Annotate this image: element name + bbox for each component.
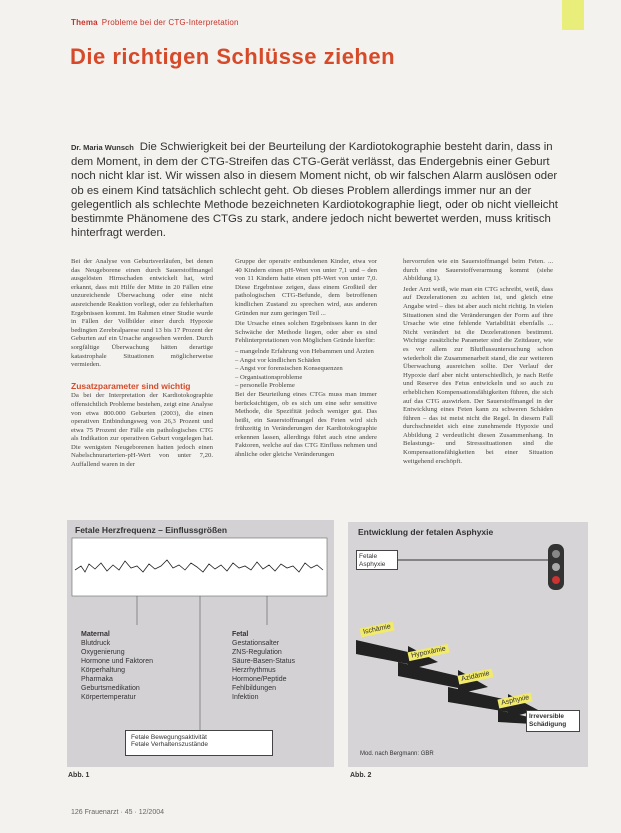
- text-column-1: [71, 258, 213, 472]
- figure-1-title: Fetale Herzfrequenz – Einflussgrößen: [75, 525, 228, 535]
- list-item: – mangelnde Erfahrung von Hebammen und Ärzten: [235, 348, 377, 357]
- box-line: Fetale Bewegungsaktivität: [131, 734, 207, 741]
- paragraph: hervorrufen wie ein Sauerstoffmangel beim Feten. ... durch eine Sauerstoffverarmung kommt (siehe Abbildung 1).: [403, 258, 553, 283]
- list-item: Fehlbildungen: [232, 685, 276, 692]
- topic-label: Thema: [71, 18, 98, 27]
- paragraph: Die Ursache eines solchen Ergebnisses kann in der Schwäche der Methode liegen, oder aber es sind Fehlinterpretationen von Möglichen Gründe hierfür:: [235, 320, 377, 345]
- reasons-list: [235, 348, 377, 391]
- list-item: Oxygenierung: [81, 649, 125, 656]
- color-tab: [562, 0, 584, 30]
- stage-label: Asphyxie: [497, 693, 533, 709]
- list-item: – Organisationsprobleme: [235, 374, 377, 383]
- stage-label: Hypoxämie: [408, 644, 450, 661]
- list-item: Körperhaltung: [81, 667, 125, 674]
- paragraph: Jeder Arzt weiß, wie man ein CTG schreibt, weiß, dass auf Dezelerationen zu achten ist, und gleich eine Angabe wird – dies ist aber auch nicht richtig. In vielen Situationen sind die Veränderungen der Form auf ihre Ursache wie eine fehlende Variabilität ebenfalls ... Nicht verändert ist die Dezelerationen bestimmt. Wichtige zusätzliche Parameter sind die Zeitdauer, wie es vor allem zur Blutflussuntersuchung schon wiederholt die Zusammenarbeit stand, die zur weiteren Überwachung ausreichen sollte. Der Verlauf der Hypoxie darf aber nicht unterschiedlich, je nach Reife und Reserve des Fetus entwickeln und so auch zu erheblichen Kompensationsfähigkeiten führen, die sich auf das CTG auswirken. Der Sauerstoffmangel in der Entwicklung eines Feten kann zu schweren Schäden führen – das ist meist nicht die Regel. In diesem Fall durchschneidet sich eine zunehmende Hypoxie und Abbildung 2 verdeutlicht diesen Zusammenhang. In Belastungs- und Stresssituationen sind die Kompensationsfähigkeiten bei einer Situation weitgehend erschöpft.: [403, 285, 553, 465]
- figure-1-caption: Abb. 1: [68, 772, 90, 779]
- figure-2: [348, 522, 588, 767]
- author-name: Dr. Maria Wunsch: [71, 143, 134, 152]
- list-item: Herzrhythmus: [232, 667, 276, 674]
- paragraph: Bei der Beurteilung eines CTGs muss man immer berücksichtigen, ob es sich um eine sehr sensitive Methode, die Spezifität jedoch weniger gut. Das heißt, ein Sauerstoffmangel des Feten wird sich frühzeitig in Veränderungen der Kardiotokographie erkennen lassen, allerdings führt auch eine andere Faktoren, welche auf das CTG Einfluss nehmen und ähnliche oder gleiche Veränderungen: [235, 390, 377, 459]
- figure-2-credit: Mod. nach Bergmann: GBR: [360, 751, 434, 757]
- section-heading: Zusatzparameter sind wichtig: [71, 380, 191, 391]
- fetal-heading: Fetal: [232, 631, 249, 638]
- behaviour-box: [125, 730, 273, 756]
- maternal-list: [81, 630, 153, 702]
- box-line: Fetale Verhaltenszustände: [131, 741, 208, 748]
- topic-text: Probleme bei der CTG-Interpretation: [101, 18, 239, 27]
- list-item: Säure-Basen-Status: [232, 658, 296, 665]
- list-item: – Angst vor forensischen Konsequenzen: [235, 365, 377, 374]
- text-column-2: [235, 258, 377, 462]
- list-item: Infektion: [232, 694, 259, 701]
- paragraph: Bei der Analyse von Geburtsverläufen, bei denen das Neugeborene einen durch Sauerstoffmangel ausgelösten Hirnschaden entwickelt hat, wird erkannt, dass mit Hilfe der Mitte in 20 Fällen eine unzureichende Überwachung oder eine nicht ausreichende Reaktion vorliegt, oder zu fehlerhaften Ergebnissen kommt. Im Rahmen einer Studie wurde in Fällen der Vollbilder einer durch Hypoxie bedingten Zerebralparese rund 13 bis 17 Prozent der Geburten auf ein Ursache angesehen werden. Durch sorgfältige Überwachung hätten derartige katastrophale Situationen möglicherweise vermieden.: [71, 258, 213, 369]
- list-item: Hormone und Faktoren: [81, 658, 153, 665]
- list-item: Geburtsmedikation: [81, 685, 140, 692]
- list-item: ZNS-Regulation: [232, 649, 282, 656]
- list-item: Blutdruck: [81, 640, 111, 647]
- figure-2-title: Entwicklung der fetalen Asphyxie: [358, 527, 494, 537]
- list-item: Körpertemperatur: [81, 694, 136, 701]
- list-item: Gestationsalter: [232, 640, 280, 647]
- paragraph: Gruppe der operativ entbundenen Kinder, etwa vor 40 Kindern einen pH-Wert von unter 7,1 und – den von 11 Kindern hatte einen pH-Wert von unter 7,0. Diese Ergebnisse zeigen, dass einem Großteil der pathologischen CTG-Befunde, dem betroffenen kindlichen Zustand zu sprechen wird, aus anderen Gründen nur zum geringen Teil ...: [235, 258, 377, 317]
- figure-2-caption: Abb. 2: [350, 772, 372, 779]
- lead-text: Die Schwierigkeit bei der Beurteilung der Kardiotokographie besteht darin, dass in dem Moment, in dem der CTG-Streifen das CTG-Gerät verlässt, das Endergebnis einer Geburt noch nicht klar ist. Wir wissen also in diesem Moment nicht, ob wir falschen Alarm auslösen oder ob es einem Kind tatsächlich schlecht geht. Ob dieses Problem allerdings immer nur an der gelegentlich als schlechte Methode bezeichneten Kardiotokographie liegt, oder ob nicht vielleicht bestimmte Phänomene des CTGs zu stark, andere jedoch nicht bewertet werden, muss kritisch hinterfragt werden.: [71, 141, 558, 240]
- text-column-3: [403, 258, 553, 468]
- list-item: – Angst vor kindlichen Schäden: [235, 357, 377, 366]
- fetal-list: [232, 630, 295, 702]
- list-item: – personelle Probleme: [235, 382, 377, 391]
- maternal-heading: Maternal: [81, 631, 110, 638]
- lead-paragraph: [71, 140, 571, 240]
- list-item: Hormone/Peptide: [232, 676, 287, 683]
- page-footer: 126 Frauenarzt · 45 · 12/2004: [71, 809, 165, 816]
- stage-label: Azidämie: [457, 668, 493, 684]
- topic-line: [71, 18, 239, 27]
- stage-label: Ischämie: [359, 622, 394, 638]
- figure-1: [67, 520, 334, 767]
- list-item: Pharmaka: [81, 676, 113, 683]
- paragraph: Da bei der Interpretation der Kardiotokographie offensichtlich Probleme bestehen, zeigt eine Analyse von etwa 800.000 Geburten (2003), die einen operativen Entbindungsweg von 26,3 Prozent und etwa 75 Prozent der Fälle ein pathologisches CTG als Indikation zur operativen Geburt vorgelegen hat. Die wenigsten Neugeborenen hatten jedoch einen Nabelschnurarterien-pH-Wert von unter 7,20. Auffallend waren in der: [71, 392, 213, 469]
- page-title: Die richtigen Schlüsse ziehen: [70, 44, 396, 69]
- asphyxia-box: Fetale Asphyxie: [356, 550, 398, 570]
- irreversible-box: Irreversible Schädigung: [526, 710, 580, 732]
